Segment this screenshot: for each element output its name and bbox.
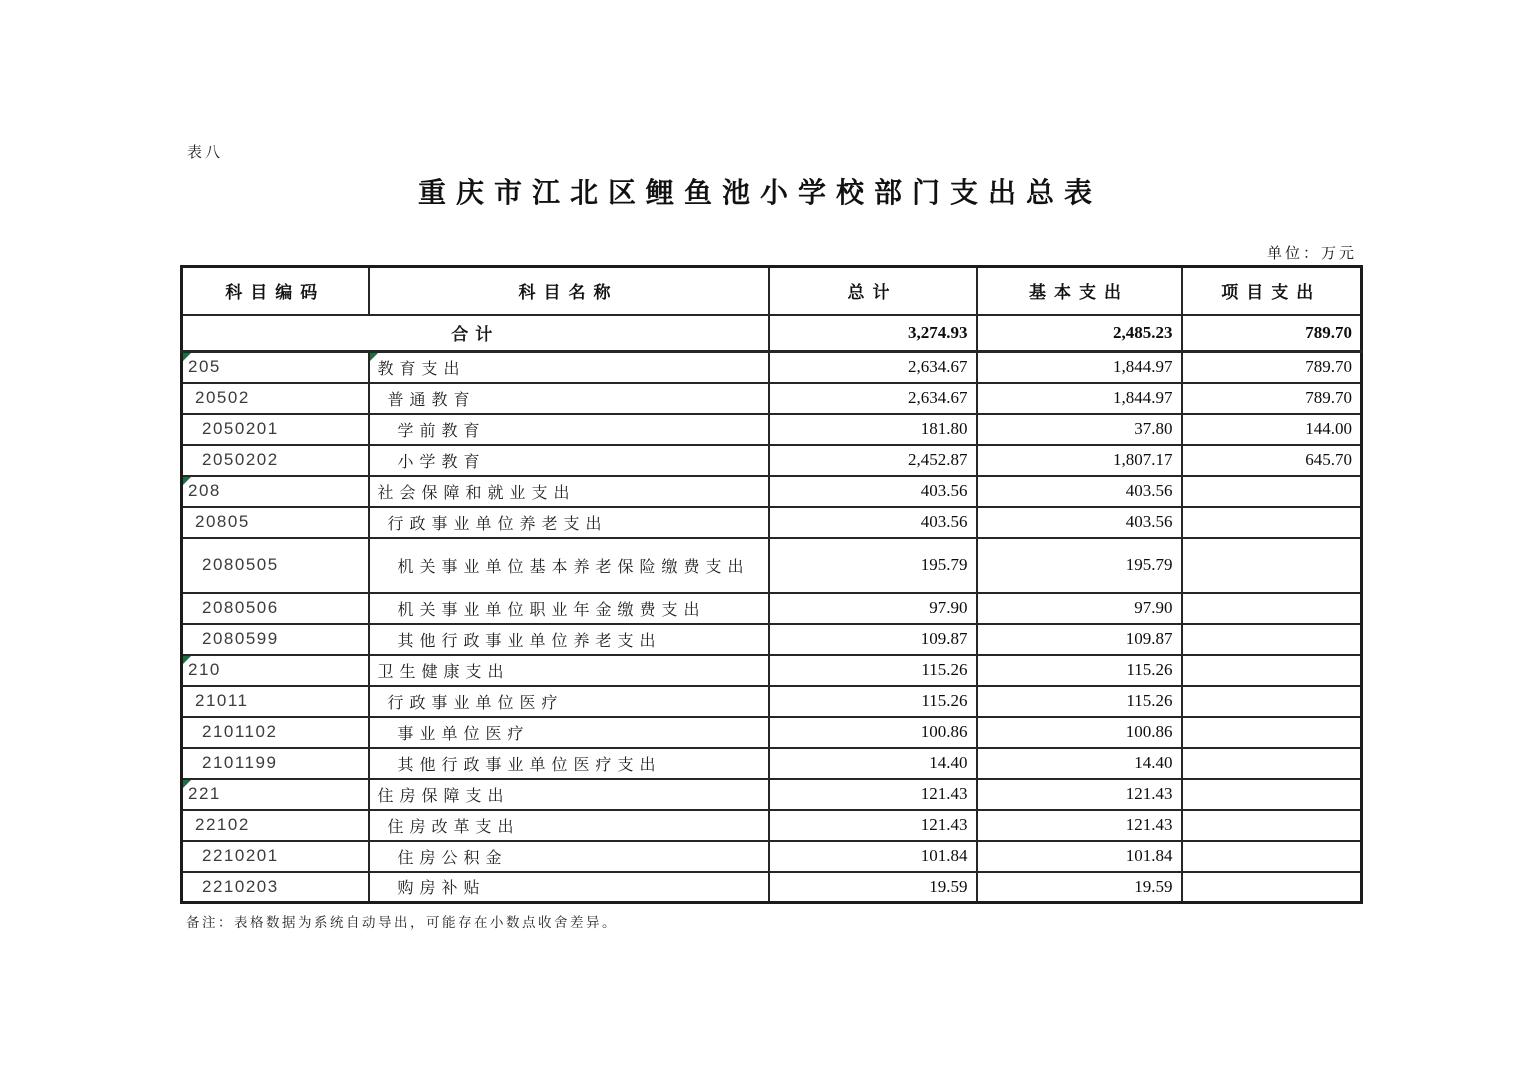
table-row <box>182 841 1362 872</box>
total-value-cell <box>769 779 977 810</box>
total-label: 合计 <box>451 325 500 345</box>
project-expenditure-cell <box>1182 748 1362 779</box>
basic-expenditure-cell <box>977 779 1182 810</box>
basic-expenditure-text: 1,844.97 <box>1113 388 1173 407</box>
subject-code-text: 22102 <box>195 815 250 834</box>
subject-name-text: 普通教育 <box>387 391 476 409</box>
total-value-cell <box>769 507 977 538</box>
error-flag-icon <box>183 780 191 788</box>
total-value-text: 2,634.67 <box>908 388 968 407</box>
subject-code-text: 2101199 <box>202 753 278 772</box>
table-row <box>182 810 1362 841</box>
table-row <box>182 383 1362 414</box>
expenditure-table-container <box>180 265 1363 904</box>
subject-name-cell <box>369 748 769 779</box>
subject-name-text: 住房改革支出 <box>387 818 520 836</box>
subject-name-cell <box>369 538 769 593</box>
subject-name-text: 教育支出 <box>377 360 466 378</box>
table-row <box>182 624 1362 655</box>
total-value-cell <box>769 717 977 748</box>
total-value-cell <box>769 624 977 655</box>
basic-expenditure-text: 115.26 <box>1126 691 1173 710</box>
page-title: 重庆市江北区鲤鱼池小学校部门支出总表 <box>417 178 1102 209</box>
subject-name-cell <box>369 445 769 476</box>
total-value-text: 121.43 <box>920 815 968 834</box>
project-expenditure-cell <box>1182 655 1362 686</box>
project-expenditure-cell <box>1182 414 1362 445</box>
total-value-cell <box>769 810 977 841</box>
total-value-text: 100.86 <box>920 722 968 741</box>
basic-expenditure-text: 121.43 <box>1125 815 1173 834</box>
table-row <box>182 507 1362 538</box>
basic-expenditure-text: 403.56 <box>1125 481 1173 500</box>
column-header-total: 总计 <box>769 267 977 315</box>
subject-name-cell <box>369 352 769 383</box>
subject-code-cell <box>182 841 369 872</box>
table-row <box>182 717 1362 748</box>
project-expenditure-cell <box>1182 624 1362 655</box>
total-value-text: 403.56 <box>920 481 968 500</box>
subject-name-cell <box>369 624 769 655</box>
total-value-cell <box>769 383 977 414</box>
subject-name-text: 事业单位医疗 <box>397 725 530 743</box>
table-row <box>182 414 1362 445</box>
basic-expenditure-text: 403.56 <box>1125 512 1173 531</box>
total-row <box>182 315 1362 352</box>
subject-name-cell <box>369 810 769 841</box>
subject-code-text: 20805 <box>195 512 250 531</box>
project-expenditure-cell <box>1182 841 1362 872</box>
subject-code-text: 2101102 <box>202 722 278 741</box>
expenditure-table <box>180 265 1363 904</box>
total-value-text: 195.79 <box>920 555 968 574</box>
basic-expenditure-cell <box>977 593 1182 624</box>
total-value-cell <box>769 872 977 903</box>
subject-name-text: 学前教育 <box>397 422 486 440</box>
total-sum-cell <box>769 315 977 352</box>
table-row <box>182 445 1362 476</box>
basic-expenditure-cell <box>977 538 1182 593</box>
subject-name-cell <box>369 717 769 748</box>
basic-expenditure-text: 100.86 <box>1125 722 1173 741</box>
unit-label: 单位：万元 <box>1266 246 1357 262</box>
subject-code-cell <box>182 476 369 507</box>
subject-name-text: 小学教育 <box>397 453 486 471</box>
project-expenditure-cell <box>1182 383 1362 414</box>
basic-expenditure-cell <box>977 352 1182 383</box>
basic-expenditure-text: 19.59 <box>1134 876 1173 896</box>
basic-expenditure-text: 1,807.17 <box>1113 450 1173 469</box>
subject-code-text: 210 <box>188 660 221 679</box>
subject-name-text: 机关事业单位职业年金缴费支出 <box>397 601 706 619</box>
total-value-text: 403.56 <box>920 512 968 531</box>
total-value-text: 109.87 <box>920 629 968 648</box>
subject-code-cell <box>182 507 369 538</box>
total-value-text: 97.90 <box>929 598 968 617</box>
subject-name-text: 卫生健康支出 <box>377 663 510 681</box>
subject-name-cell <box>369 414 769 445</box>
total-value-cell <box>769 445 977 476</box>
total-value-cell <box>769 538 977 593</box>
total-basic-value: 2,485.23 <box>1113 322 1173 342</box>
error-flag-icon <box>183 477 191 485</box>
table-body <box>182 315 1362 903</box>
subject-name-text: 行政事业单位养老支出 <box>387 515 608 533</box>
subject-name-text: 社会保障和就业支出 <box>377 484 576 502</box>
total-value-cell <box>769 748 977 779</box>
basic-expenditure-cell <box>977 841 1182 872</box>
subject-code-cell <box>182 655 369 686</box>
project-expenditure-text: 645.70 <box>1305 450 1352 469</box>
project-expenditure-cell <box>1182 445 1362 476</box>
subject-code-cell <box>182 748 369 779</box>
project-expenditure-cell <box>1182 593 1362 624</box>
total-value-text: 115.26 <box>921 691 968 710</box>
subject-name-cell <box>369 686 769 717</box>
total-basic-cell <box>977 315 1182 352</box>
subject-name-cell <box>369 655 769 686</box>
subject-name-text: 住房公积金 <box>397 849 508 867</box>
project-expenditure-cell <box>1182 872 1362 903</box>
subject-name-text: 其他行政事业单位养老支出 <box>397 632 662 650</box>
project-expenditure-cell <box>1182 686 1362 717</box>
subject-name-cell <box>369 779 769 810</box>
basic-expenditure-text: 115.26 <box>1126 660 1173 679</box>
table-row <box>182 593 1362 624</box>
column-header-subject-name: 科目名称 <box>369 267 769 315</box>
basic-expenditure-cell <box>977 748 1182 779</box>
total-value-cell <box>769 352 977 383</box>
subject-name-text: 购房补贴 <box>397 880 486 898</box>
project-expenditure-text: 789.70 <box>1305 357 1352 377</box>
subject-name-text: 行政事业单位医疗 <box>387 694 564 712</box>
basic-expenditure-text: 97.90 <box>1134 598 1173 617</box>
subject-code-cell <box>182 383 369 414</box>
table-row <box>182 476 1362 507</box>
subject-code-text: 221 <box>188 784 221 803</box>
subject-code-text: 2050202 <box>202 450 279 469</box>
subject-code-text: 2080506 <box>202 598 279 617</box>
subject-code-cell <box>182 717 369 748</box>
total-value-text: 14.40 <box>929 753 968 772</box>
project-expenditure-cell <box>1182 538 1362 593</box>
table-row <box>182 352 1362 383</box>
subject-name-cell <box>369 872 769 903</box>
table-row <box>182 686 1362 717</box>
total-value-text: 101.84 <box>920 846 968 865</box>
subject-code-cell <box>182 414 369 445</box>
basic-expenditure-text: 37.80 <box>1134 419 1173 438</box>
project-expenditure-cell <box>1182 810 1362 841</box>
error-flag-icon <box>370 353 378 361</box>
subject-code-text: 2080505 <box>202 555 279 574</box>
subject-name-cell <box>369 593 769 624</box>
total-sum-value: 3,274.93 <box>908 322 968 342</box>
subject-name-cell <box>369 507 769 538</box>
subject-code-cell <box>182 872 369 903</box>
subject-code-text: 21011 <box>195 691 249 710</box>
subject-code-cell <box>182 810 369 841</box>
column-header-project-expenditure: 项目支出 <box>1182 267 1362 315</box>
project-expenditure-cell <box>1182 779 1362 810</box>
total-value-text: 115.26 <box>921 660 968 679</box>
subject-code-cell <box>182 779 369 810</box>
basic-expenditure-cell <box>977 383 1182 414</box>
basic-expenditure-cell <box>977 476 1182 507</box>
table-row <box>182 779 1362 810</box>
column-header-subject-code: 科目编码 <box>182 267 369 315</box>
project-expenditure-cell <box>1182 507 1362 538</box>
basic-expenditure-cell <box>977 872 1182 903</box>
table-row <box>182 538 1362 593</box>
total-value-cell <box>769 414 977 445</box>
subject-code-text: 205 <box>188 357 221 377</box>
subject-code-cell <box>182 624 369 655</box>
project-expenditure-cell <box>1182 717 1362 748</box>
basic-expenditure-cell <box>977 414 1182 445</box>
total-project-cell <box>1182 315 1362 352</box>
total-value-cell <box>769 841 977 872</box>
column-header-basic-expenditure: 基本支出 <box>977 267 1182 315</box>
basic-expenditure-cell <box>977 655 1182 686</box>
basic-expenditure-text: 1,844.97 <box>1113 357 1173 377</box>
subject-name-cell <box>369 383 769 414</box>
basic-expenditure-text: 121.43 <box>1125 784 1173 803</box>
project-expenditure-cell <box>1182 476 1362 507</box>
basic-expenditure-cell <box>977 686 1182 717</box>
total-label-cell <box>182 315 769 352</box>
error-flag-icon <box>183 353 191 361</box>
basic-expenditure-text: 101.84 <box>1125 846 1173 865</box>
subject-name-cell <box>369 476 769 507</box>
basic-expenditure-cell <box>977 507 1182 538</box>
total-value-text: 181.80 <box>920 419 968 438</box>
subject-code-text: 20502 <box>195 388 250 407</box>
basic-expenditure-text: 109.87 <box>1125 629 1173 648</box>
basic-expenditure-text: 14.40 <box>1134 753 1173 772</box>
table-number-label: 表八 <box>187 145 224 161</box>
total-value-cell <box>769 476 977 507</box>
basic-expenditure-cell <box>977 717 1182 748</box>
subject-code-cell <box>182 352 369 383</box>
total-value-text: 2,452.87 <box>908 450 968 469</box>
total-value-text: 2,634.67 <box>908 357 968 377</box>
project-expenditure-cell <box>1182 352 1362 383</box>
subject-code-text: 2210201 <box>202 846 279 865</box>
subject-code-text: 208 <box>188 481 221 500</box>
subject-code-cell <box>182 538 369 593</box>
table-row <box>182 872 1362 903</box>
basic-expenditure-cell <box>977 624 1182 655</box>
subject-name-text: 机关事业单位基本养老保险缴费支出 <box>397 558 750 576</box>
subject-code-cell <box>182 445 369 476</box>
project-expenditure-text: 144.00 <box>1305 419 1352 438</box>
subject-code-text: 2210203 <box>202 876 279 896</box>
subject-name-text: 住房保障支出 <box>377 787 510 805</box>
basic-expenditure-cell <box>977 810 1182 841</box>
project-expenditure-text: 789.70 <box>1305 388 1352 407</box>
subject-code-text: 2050201 <box>202 419 279 438</box>
basic-expenditure-text: 195.79 <box>1125 555 1173 574</box>
total-value-cell <box>769 686 977 717</box>
total-value-cell <box>769 593 977 624</box>
error-flag-icon <box>183 656 191 664</box>
subject-code-cell <box>182 686 369 717</box>
footer-note: 备注：表格数据为系统自动导出，可能存在小数点收舍差异。 <box>186 915 618 930</box>
table-row <box>182 748 1362 779</box>
basic-expenditure-cell <box>977 445 1182 476</box>
total-value-text: 121.43 <box>920 784 968 803</box>
subject-code-text: 2080599 <box>202 629 279 648</box>
table-header-row <box>182 267 1362 315</box>
subject-code-cell <box>182 593 369 624</box>
total-project-value: 789.70 <box>1305 322 1352 342</box>
total-value-text: 19.59 <box>929 876 968 896</box>
total-value-cell <box>769 655 977 686</box>
subject-name-text: 其他行政事业单位医疗支出 <box>397 756 662 774</box>
table-row <box>182 655 1362 686</box>
subject-name-cell <box>369 841 769 872</box>
